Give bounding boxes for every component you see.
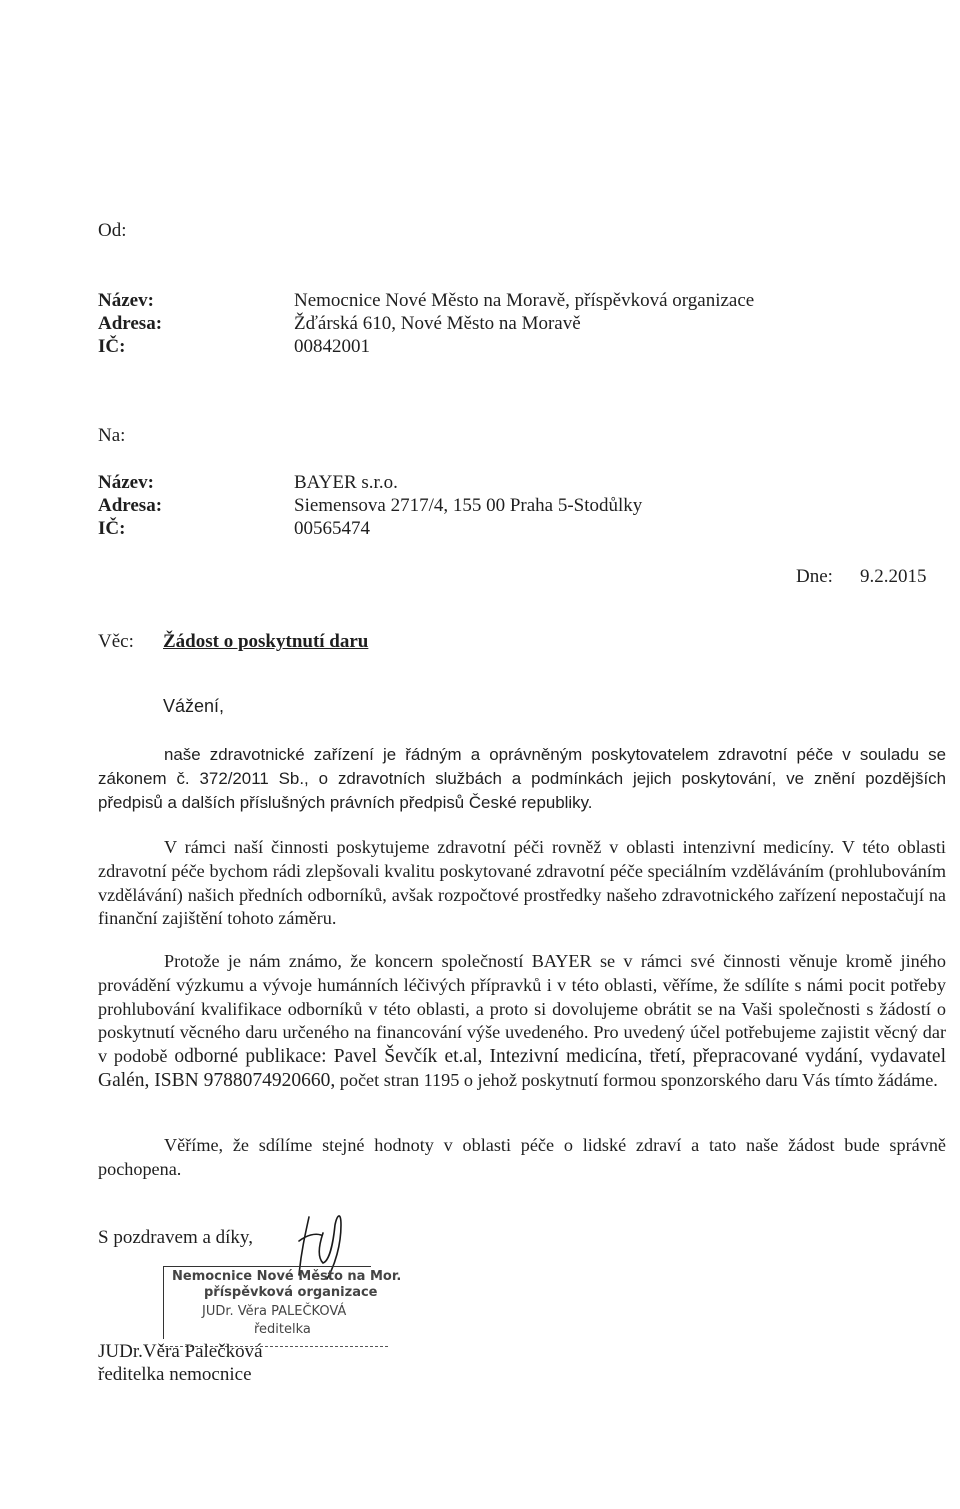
- from-address-value: Žďárská 610, Nové Město na Moravě: [294, 313, 581, 334]
- date-label: Dne:: [796, 566, 833, 587]
- paragraph-3-start: Protože je nám známo, že koncern společností BAYER se v rámci své činnosti věnuje kromě jiného provádění výzkumu a vývoje humánních léčivých přípravků i v této oblasti, věříme, že sdílíte s námi pocit potřeby prohlubování kvalifikace odborníků v této oblasti, a proto si dovolujeme obrátit se na Vaši společnosti s žádostí o poskytnutí věcného daru určeného na financování výše uvedeného. Pro uvedený účel potřebujeme zajistit věcný dar v podobě: [98, 951, 946, 1067]
- paragraph-4: [98, 1134, 946, 1182]
- paragraph-3: [98, 950, 946, 1093]
- to-name-label: Název:: [98, 472, 154, 493]
- paragraph-2: [98, 836, 946, 931]
- to-id-value: 00565474: [294, 518, 370, 539]
- subject-label: Věc:: [98, 631, 134, 652]
- to-name-value: BAYER s.r.o.: [294, 472, 398, 493]
- to-address-label: Adresa:: [98, 495, 163, 516]
- signatory-title: ředitelka nemocnice: [98, 1364, 252, 1385]
- paragraph-1-text: naše zdravotnické zařízení je řádným a oprávněným poskytovatelem zdravotní péče v souladu se zákonem č. 372/2011 Sb., o zdravotních službách a podmínkách jejich poskytování, ve znění pozdějších předpisů a dalších příslušných právních předpisů České republiky.: [98, 745, 946, 812]
- salutation: Vážení,: [163, 696, 225, 716]
- from-name-label: Název:: [98, 290, 154, 311]
- to-address-value: Siemensova 2717/4, 155 00 Praha 5-Stodůlky: [294, 495, 643, 516]
- stamp-line-3: JUDr. Věra PALEČKOVÁ: [202, 1304, 347, 1319]
- paragraph-3-text: [98, 950, 946, 1093]
- stamp-line-4: ředitelka: [254, 1322, 311, 1337]
- subject-value: Žádost o poskytnutí daru: [163, 631, 369, 652]
- organization-stamp: [163, 1266, 402, 1339]
- publication-reference: odborné publikace: Pavel Ševčík et.al, Intezivní medicína, třetí, přepracované vydání, vydavatel Galén, ISBN 9788074920660,: [98, 1046, 946, 1091]
- stamp-line-1: Nemocnice Nové Město na Mor.: [172, 1269, 402, 1284]
- stamp-line-2: příspěvková organizace: [204, 1285, 378, 1300]
- to-heading: Na:: [98, 425, 126, 446]
- from-id-value: 00842001: [294, 336, 370, 357]
- date-value: 9.2.2015: [860, 566, 927, 587]
- paragraph-1: [98, 743, 946, 814]
- paragraph-2-text: V rámci naší činnosti poskytujeme zdravotní péči rovněž v oblasti intenzivní medicíny. V této oblasti zdravotní péče bychom rádi zlepšovali kvalitu poskytované zdravotní péče speciálním vzděláváním (prohlubováním vzdělávání) našich předních odborníků, avšak rozpočtové prostředky našeho zdravotnického zařízení nepostačují na finanční zajištění tohoto záměru.: [98, 837, 946, 929]
- from-heading: Od:: [98, 220, 127, 241]
- from-name-value: Nemocnice Nové Město na Moravě, příspěvková organizace: [294, 290, 755, 311]
- from-id-label: IČ:: [98, 336, 126, 357]
- signatory-name: JUDr.Věra Palečková: [98, 1341, 263, 1362]
- closing: S pozdravem a díky,: [98, 1227, 253, 1248]
- to-id-label: IČ:: [98, 518, 126, 539]
- paragraph-3-end: počet stran 1195 o jehož poskytnutí formou sponzorského daru Vás tímto žádáme.: [339, 1069, 938, 1090]
- paragraph-4-text: Věříme, že sdílíme stejné hodnoty v oblasti péče o lidské zdraví a tato naše žádost bude správně pochopena.: [98, 1135, 946, 1179]
- from-address-label: Adresa:: [98, 313, 163, 334]
